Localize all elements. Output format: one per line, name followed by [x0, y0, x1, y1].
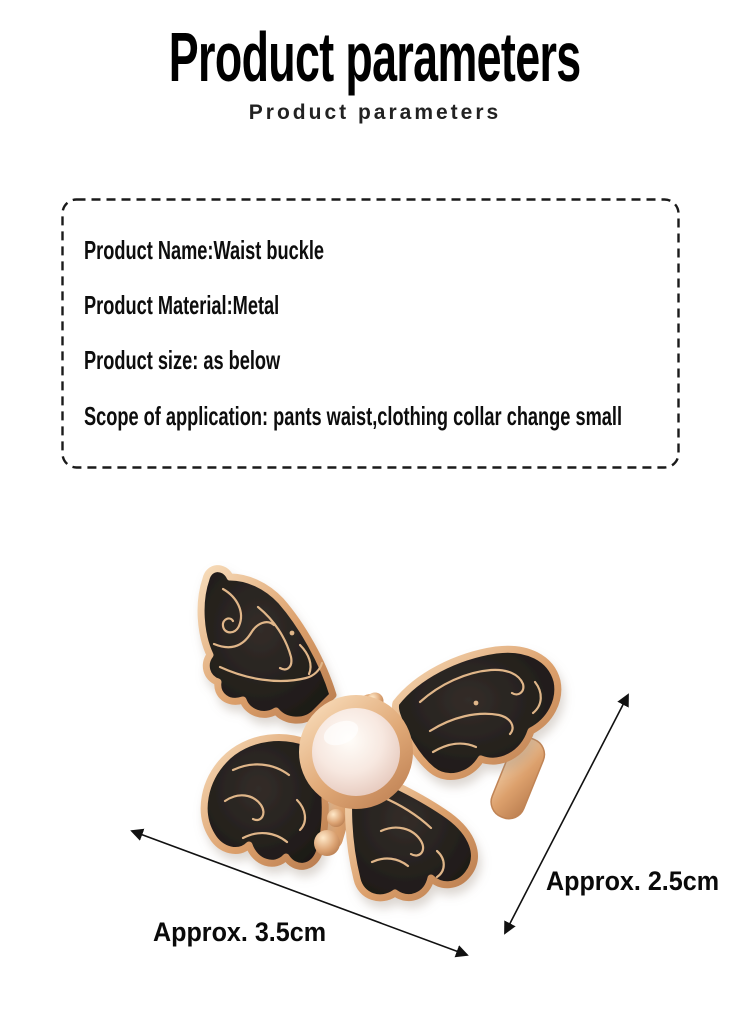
upper-left-wing — [201, 569, 333, 721]
spec-product-size: Product size: as below — [84, 345, 281, 375]
spec-product-name: Product Name:Waist buckle — [84, 235, 325, 265]
page-subtitle: Product parameters — [248, 101, 502, 124]
spec-product-material: Product Material:Metal — [84, 290, 280, 320]
pearl — [312, 708, 400, 796]
height-dimension-label: Approx. 2.5cm — [546, 866, 720, 896]
tail-ball-large — [314, 830, 340, 856]
page-title-text: Product parameters — [169, 18, 581, 96]
wing-dot-right — [474, 701, 479, 706]
tail-ball-small — [327, 809, 345, 827]
wing-dot-left — [290, 631, 295, 636]
butterfly-buckle-image — [201, 569, 558, 898]
width-dimension-label: Approx. 3.5cm — [153, 917, 327, 947]
spec-scope-of-application: Scope of application: pants waist,clothing collar change small — [84, 401, 623, 431]
